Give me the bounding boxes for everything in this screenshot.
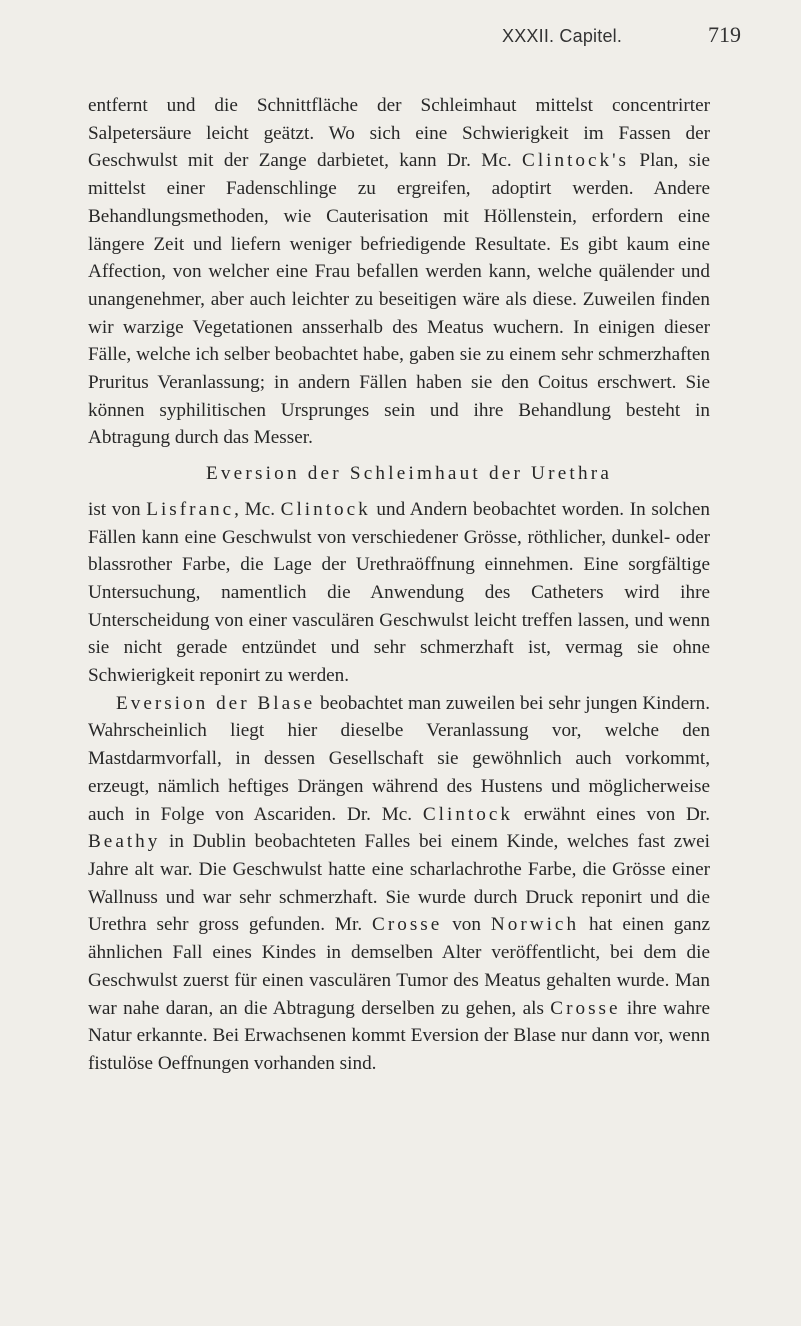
- text-run: in Dublin beobachteten Falles bei einem Kinde, welches fast zwei Jahre alt war. Die Geschwulst hatte eine scharlachrothe Farbe, die Grösse einer Wallnuss und war sehr schmerzhaft. Sie wurde durch Druck reponirt und die Urethra sehr gross gefunden. Mr.: [88, 831, 710, 936]
- paragraph: [88, 690, 710, 1078]
- chapter-title: XXXII. Capitel.: [502, 26, 623, 46]
- page-number: 719: [708, 22, 741, 47]
- text-run: beobachtet man zuweilen bei sehr jungen Kindern. Wahrscheinlich liegt hier dieselbe Veranlassung vor, welche den Mastdarmvorfall, in dessen Gesellschaft sie gewöhnlich auch vorkommt, erzeugt, nämlich heftiges Drängen während des Hustens und möglicherweise auch in Folge von Ascariden. Dr. Mc.: [88, 692, 710, 825]
- spaced-name: Crosse: [372, 914, 443, 936]
- spaced-name: Norwich: [490, 914, 580, 936]
- section-heading: Eversion der Schleimhaut der Urethra: [205, 463, 613, 485]
- spaced-name: Clintock's: [522, 150, 630, 172]
- text-run: von: [442, 914, 491, 936]
- spaced-name: Clintock: [422, 803, 513, 825]
- text-run: entfernt und die Schnittfläche der Schleimhaut mittelst concentrirter Salpetersäure leicht geätzt. Wo sich eine Schwierigkeit im Fassen der Geschwulst mit der Zange darbietet, kann Dr. Mc.: [88, 95, 710, 172]
- body-text: [88, 92, 710, 1078]
- text-run: ist von: [88, 498, 147, 520]
- text-run: ihre wahre Natur erkannte. Bei Erwachsenen kommt Eversion der Blase nur dann vor, wenn fistulöse Oeffnungen vorhanden sind.: [88, 997, 710, 1074]
- paragraph: [88, 92, 710, 452]
- running-header: [0, 20, 801, 60]
- spaced-name: Lisfranc: [146, 498, 235, 520]
- spaced-name: Crosse: [550, 997, 621, 1019]
- text-run: erwähnt eines von Dr.: [512, 803, 710, 825]
- text-run: Plan, sie mittelst einer Fadenschlinge zu ergreifen, adoptirt werden. Andere Behandlungsmethoden, wie Cauterisation mit Höllenstein, erfordern eine längere Zeit und liefern weniger befriedigende Resultate. Es gibt kaum eine Affection, von welcher eine Frau befallen werden kann, welche quälender und unangenehmer, aber auch leichter zu beseitigen wäre als diese. Zuweilen finden wir warzige Vegetationen ansserhalb des Meatus wuchern. In einigen dieser Fälle, welche ich selber beobachtet habe, gaben sie zu einem sehr schmerzhaften Pruritus Veranlassung; in andern Fällen haben sie den Coitus erschwert. Sie können syphilitischen Ursprunges sein und ihre Behandlung besteht in Abtragung durch das Messer.: [88, 150, 710, 449]
- text-run: hat einen ganz ähnlichen Fall eines Kindes in demselben Alter veröffentlicht, bei dem die Geschwulst zuerst für einen vasculären Tumor des Meatus gehalten wurde. Man war nahe daran, an die Abtragung derselben zu gehen, als: [88, 914, 711, 1019]
- spaced-name: Eversion der Blase: [116, 692, 316, 714]
- spaced-name: Beathy: [88, 831, 161, 853]
- paragraph: [88, 496, 710, 690]
- text-run: , Mc.: [234, 498, 281, 520]
- text-run: und Andern beobachtet worden. In solchen Fällen kann eine Geschwulst von verschiedener Grösse, röthlicher, dunkel- oder blassrother Farbe, die Lage der Urethraöffnung einnehmen. Eine sorgfältige Untersuchung, namentlich die Anwendung des Catheters wird ihre Unterscheidung von einer vasculären Geschwulst leicht treffen lassen, und wenn sie nicht gerade entzündet und sehr schmerzhaft ist, vermag sie ohne Schwierigkeit reponirt zu werden.: [88, 498, 710, 687]
- spaced-name: Clintock: [280, 498, 371, 520]
